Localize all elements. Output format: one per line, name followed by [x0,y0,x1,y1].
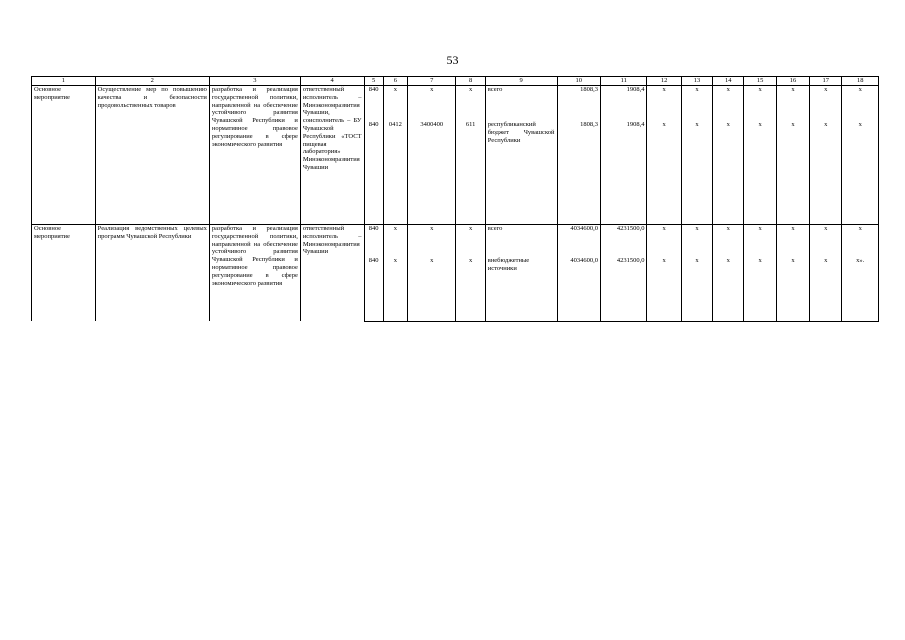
cell-value: x [810,257,842,321]
cell-source: внебюджетные источники [485,257,557,321]
cell-section: 0412 [383,121,407,224]
measure-executor: ответственный исполнитель – Минэкономразвития Чувашии [300,225,364,322]
cell-grbs: 840 [364,225,383,258]
column-header: 12 [647,77,681,86]
column-header: 3 [209,77,300,86]
column-header: 4 [300,77,364,86]
budget-table [31,76,879,322]
cell-value: x [810,225,842,258]
column-header: 6 [383,77,407,86]
column-header: 8 [456,77,485,86]
cell-value: x [647,225,681,258]
cell-value: 4034600,0 [557,257,600,321]
cell-source: республиканский бюджет Чувашской Республики [485,121,557,224]
column-header: 7 [407,77,456,86]
cell-grbs: 840 [364,121,383,224]
cell-expense-type: x [456,225,485,258]
cell-value: x [713,257,744,321]
column-header: 2 [95,77,209,86]
cell-value: 1908,4 [600,121,646,224]
cell-value: 1908,4 [600,86,646,122]
cell-value: 4231500,0 [600,225,646,258]
cell-value: x [842,86,879,122]
cell-value: x [842,121,879,224]
column-header: 11 [600,77,646,86]
column-header: 16 [776,77,809,86]
cell-value: x [776,121,809,224]
column-header: 13 [681,77,712,86]
measure-type: Основное мероприятие [32,86,96,225]
cell-section: x [383,86,407,122]
cell-value: x [744,121,776,224]
cell-value: x [776,86,809,122]
cell-value: x [810,121,842,224]
table-header-row [32,77,879,86]
cell-section: x [383,257,407,321]
column-header: 9 [485,77,557,86]
cell-value: x [713,86,744,122]
cell-value: x [647,86,681,122]
measure-executor: ответственный исполнитель – Минэкономразвития Чувашии, соисполнитель – БУ Чувашской Республики «ТОСТ пищевая лаборатория» Минэкономразвития Чувашии [300,86,364,225]
cell-value: x [776,257,809,321]
column-header: 15 [744,77,776,86]
cell-value: x [713,225,744,258]
column-header: 5 [364,77,383,86]
cell-value: x [810,86,842,122]
cell-grbs: 840 [364,257,383,321]
cell-value: x [713,121,744,224]
cell-grbs: 840 [364,86,383,122]
measure-purpose: разработка и реализация государственной политики, направленной на обеспечение устойчивого развития Чувашской Республики и нормативное правовое регулирование в сфере экономического развития [209,86,300,225]
cell-expense-type: x [456,86,485,122]
cell-value: x [776,225,809,258]
cell-value: x [647,257,681,321]
cell-value: x [744,257,776,321]
cell-value: x [681,257,712,321]
cell-target: x [407,86,456,122]
cell-value: 4231500,0 [600,257,646,321]
cell-value: x [681,225,712,258]
cell-value: x [647,121,681,224]
cell-target: x [407,257,456,321]
column-header: 10 [557,77,600,86]
cell-value: x [681,86,712,122]
cell-value: x». [842,257,879,321]
measure-purpose: разработка и реализация государственной политики, направленной на обеспечение устойчивого развития Чувашской Республики и нормативное правовое регулирование в сфере экономического развития [209,225,300,322]
cell-section: x [383,225,407,258]
cell-value: 4034600,0 [557,225,600,258]
cell-value: x [744,225,776,258]
table-row [32,86,879,122]
cell-value: 1808,3 [557,121,600,224]
cell-expense-type: 611 [456,121,485,224]
cell-target: 3400400 [407,121,456,224]
measure-name: Реализация ведомственных целевых программ Чувашской Республики [95,225,209,322]
table-row [32,225,879,258]
cell-source: всего [485,86,557,122]
column-header: 18 [842,77,879,86]
cell-expense-type: x [456,257,485,321]
column-header: 17 [810,77,842,86]
column-header: 14 [713,77,744,86]
cell-value: 1808,3 [557,86,600,122]
measure-name: Осуществление мер по повышению качества и безопасности продовольственных товаров [95,86,209,225]
cell-target: x [407,225,456,258]
cell-value: x [744,86,776,122]
measure-type: Основное мероприятие [32,225,96,322]
page-number: 53 [446,53,459,67]
cell-value: x [842,225,879,258]
cell-source: всего [485,225,557,258]
cell-value: x [681,121,712,224]
column-header: 1 [32,77,96,86]
